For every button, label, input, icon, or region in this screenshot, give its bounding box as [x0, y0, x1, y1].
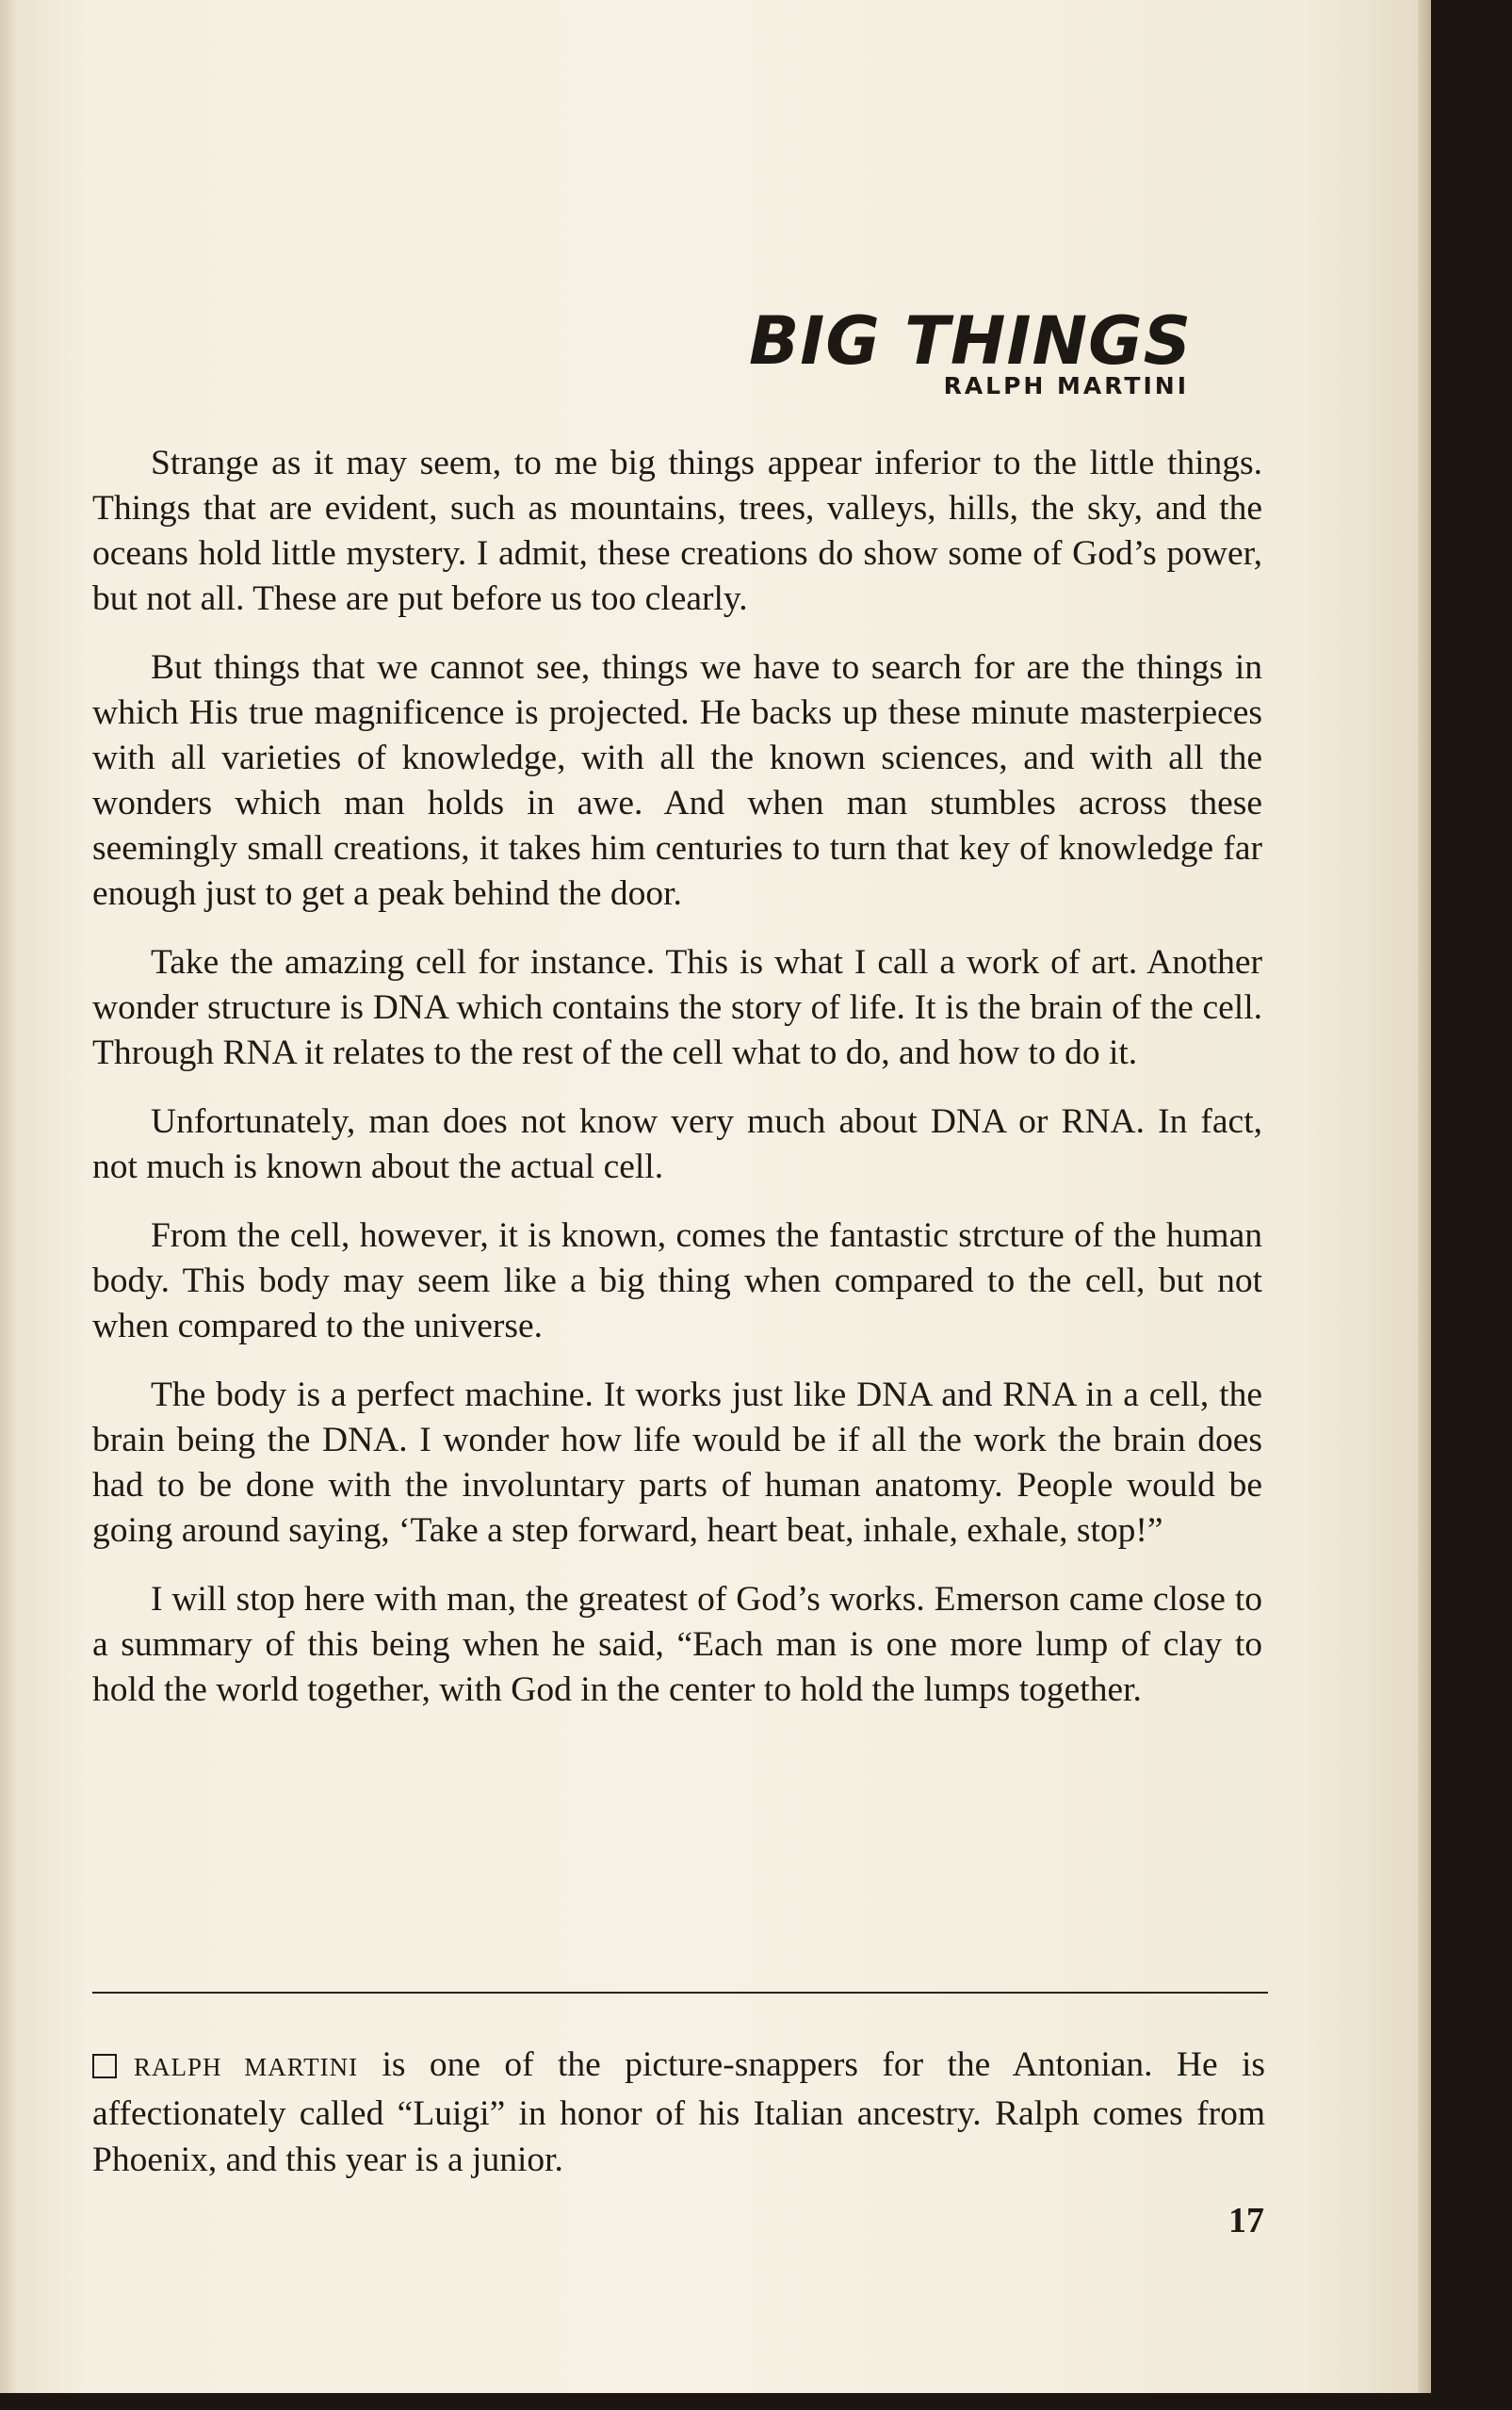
page-number: 17	[1228, 2201, 1264, 2240]
author-bio	[92, 2042, 1265, 2183]
paragraph-2: But things that we cannot see, things we have to search for are the things in which His true magnificence is projected. He backs up these minute masterpieces with all varieties of knowledge, with all the known sciences, and with all the wonders which man holds in awe. And when man stumbles across these seemingly small creations, it takes him centuries to turn that key of knowledge far enough just to get a peak behind the door.	[92, 648, 1262, 913]
page-spine-shadow	[0, 0, 17, 2393]
article-title: BIG THINGS	[748, 301, 1192, 380]
article-body	[92, 441, 1262, 1736]
bio-name: RALPH MARTINI	[134, 2053, 359, 2081]
paragraph-4: Unfortunately, man does not know very much about DNA or RNA. In fact, not much is known about the actual cell.	[92, 1102, 1262, 1186]
paragraph-5: From the cell, however, it is known, comes the fantastic strcture of the human body. This body may seem like a big thing when compared to the cell, but not when compared to the universe.	[92, 1216, 1262, 1345]
divider-rule	[92, 1992, 1268, 1994]
paragraph-7: I will stop here with man, the greatest of God’s works. Emerson came close to a summary of this being when he said, “Each man is one more lump of clay to hold the world together, with God in the center to hold the lumps together.	[92, 1580, 1262, 1709]
bio-text: is one of the picture-snappers for the Antonian. He is affectionately called “Luigi” in honor of his Italian ancestry. Ralph comes from Phoenix, and this year is a junior.	[92, 2045, 1266, 2179]
paragraph-6: The body is a perfect machine. It works just like DNA and RNA in a cell, the brain being the DNA. I wonder how life would be if all the work the brain does had to be done with the involuntary parts of human anatomy. People would be going around saying, ‘Take a step forward, heart beat, inhale, exhale, stop!”	[92, 1376, 1262, 1550]
checkbox-square-icon	[92, 2054, 117, 2078]
article-author: RALPH MARTINI	[943, 372, 1189, 399]
paragraph-3: Take the amazing cell for instance. This is what I call a work of art. Another wonder structure is DNA which contains the story of life. It is the brain of the cell. Through RNA it relates to the rest of the cell what to do, and how to do it.	[92, 943, 1262, 1072]
page-edge	[1418, 0, 1431, 2393]
paragraph-1: Strange as it may seem, to me big things appear inferior to the little things. Things that are evident, such as mountains, trees, valleys, hills, the sky, and the oceans hold little mystery. I admit, these creations do show some of God’s power, but not all. These are put before us too clearly.	[92, 444, 1262, 618]
